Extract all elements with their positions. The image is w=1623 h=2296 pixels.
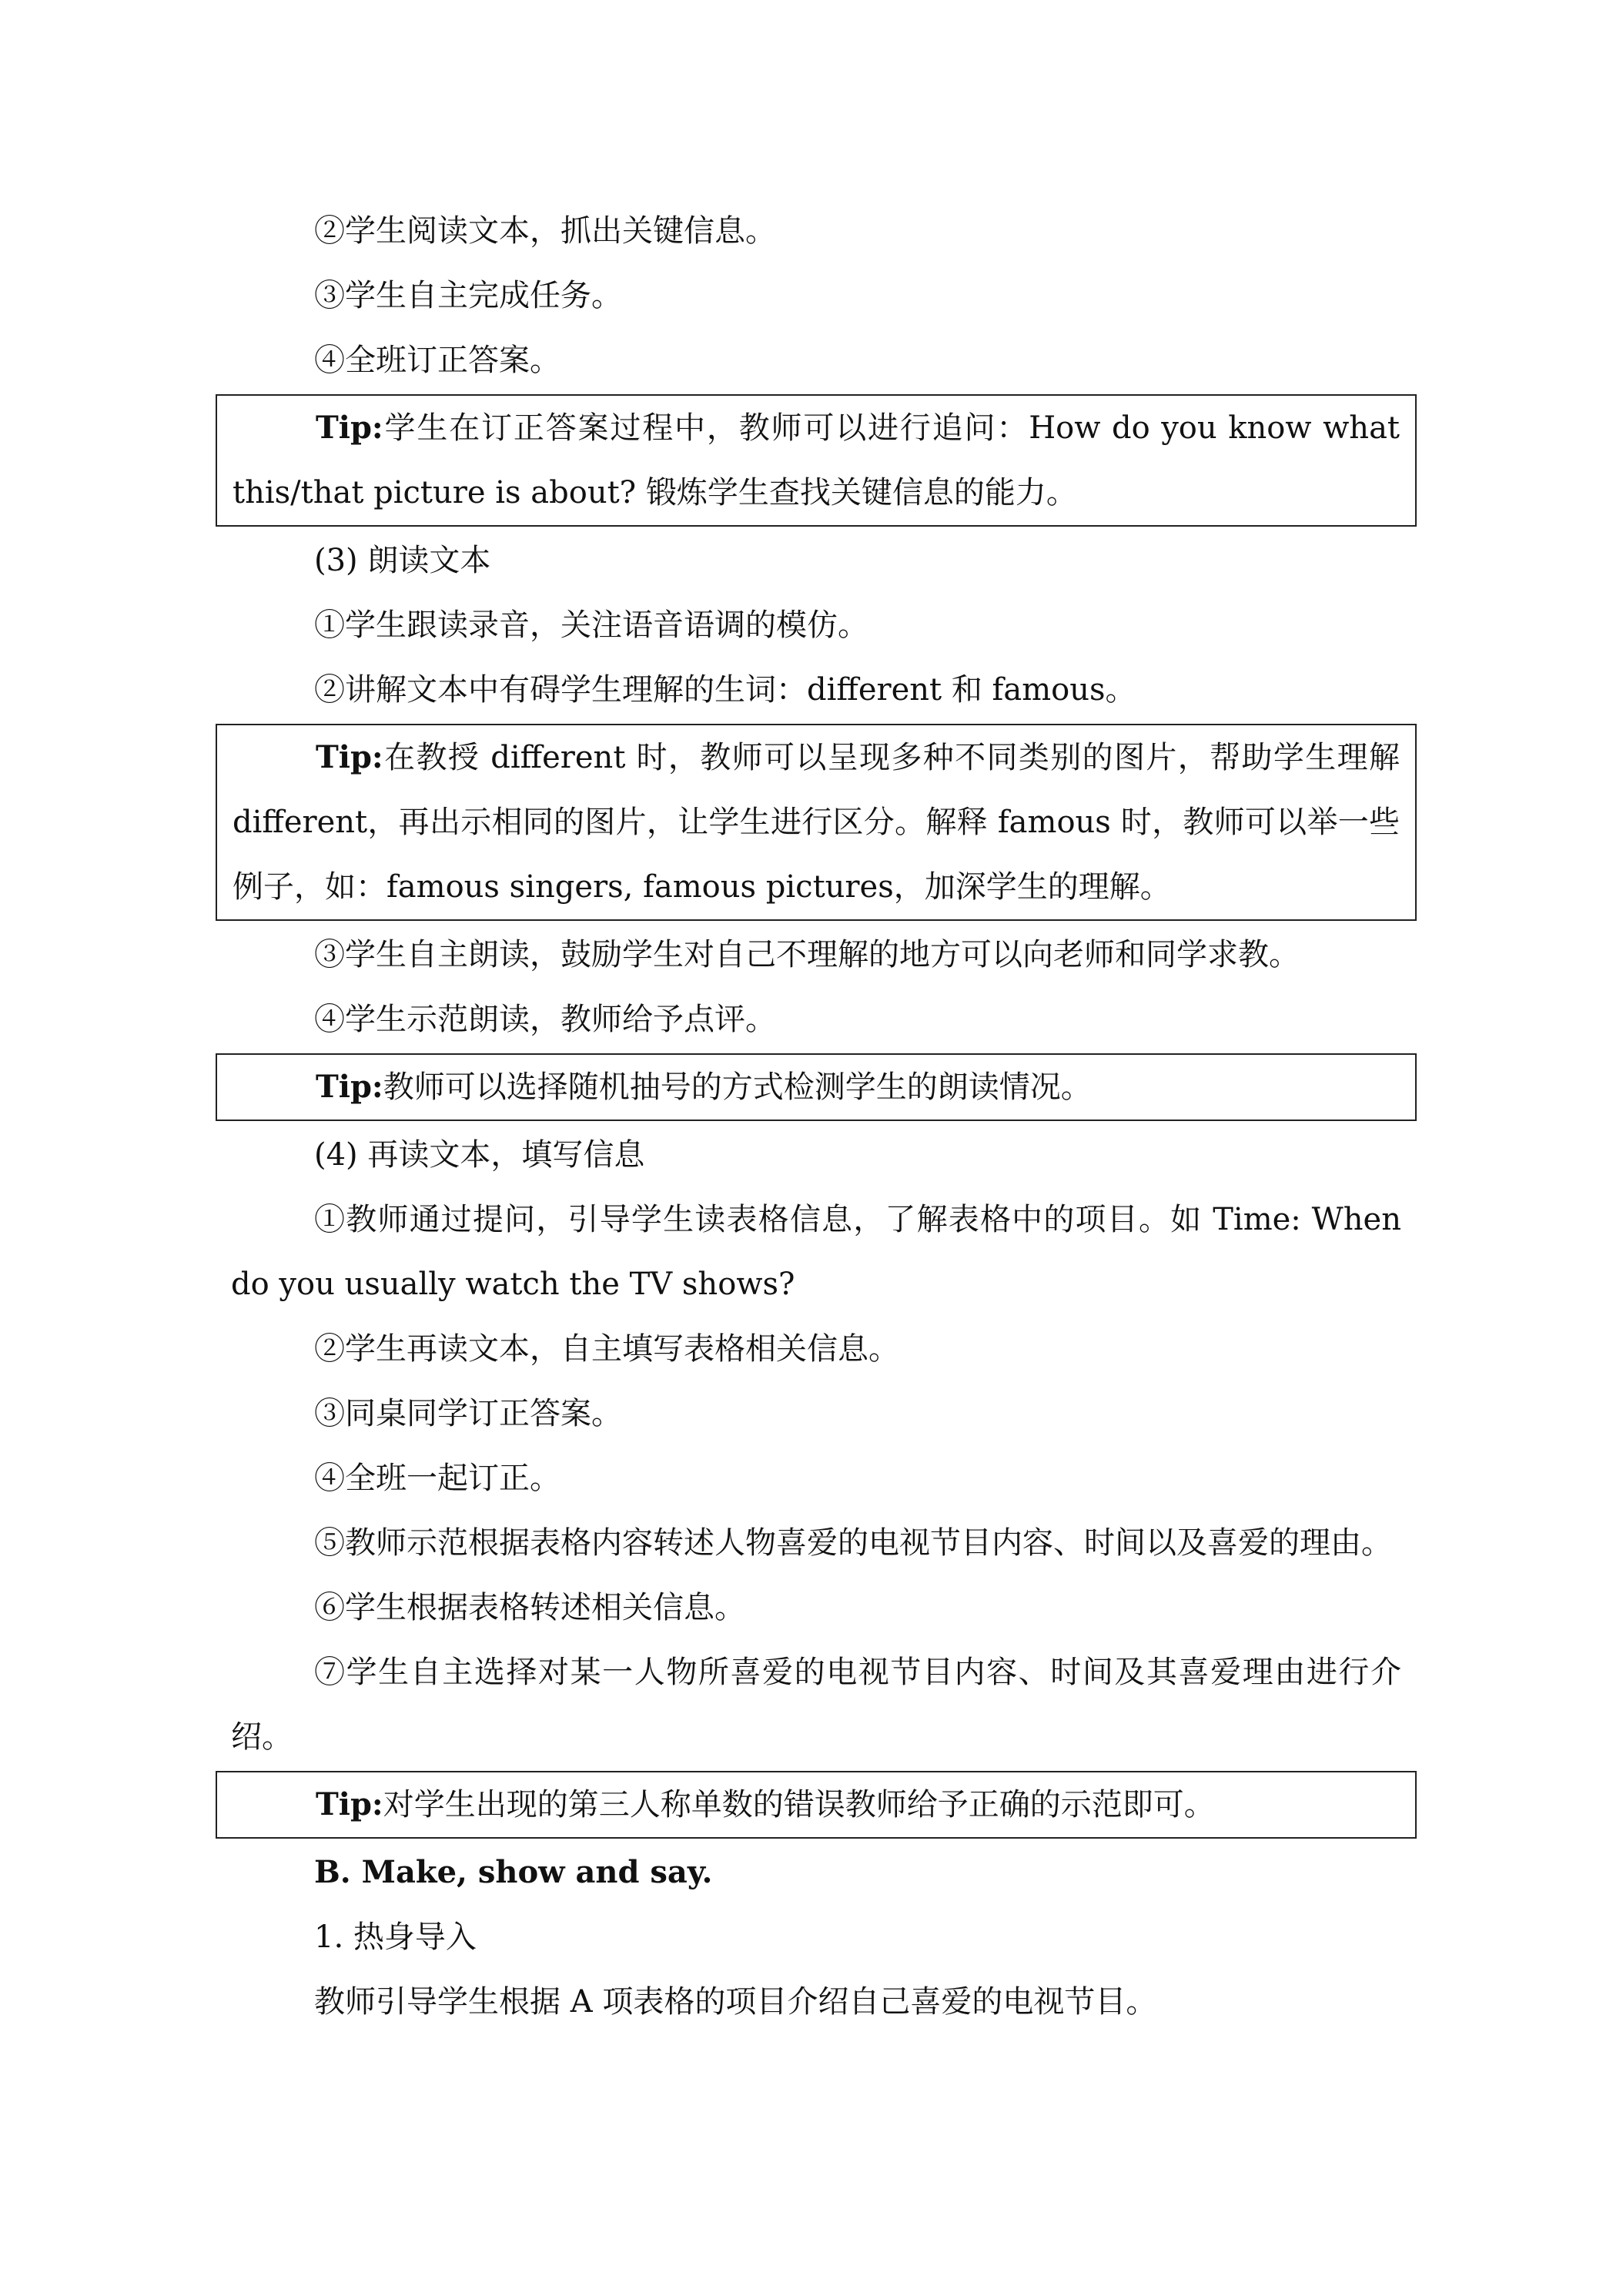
- sub-heading: 1. 热身导入: [314, 1919, 477, 1955]
- part-heading: B. Make, show and say.: [314, 1854, 713, 1890]
- tip-paragraph: [233, 1772, 1400, 1837]
- tip-box: [216, 1053, 1417, 1121]
- step-line: ⑥学生根据表格转述相关信息。: [314, 1590, 745, 1625]
- step-paragraph: ⑦学生自主选择对某一人物所喜爱的电视节目内容、时间及其喜爱理由进行介绍。: [231, 1655, 1401, 1755]
- tip-paragraph: [233, 1055, 1400, 1120]
- step-line: ②讲解文本中有碍学生理解的生词：different 和 famous。: [314, 672, 1136, 708]
- step-line: ①学生跟读录音，关注语音语调的模仿。: [314, 607, 868, 643]
- tip-text: 学生在订正答案过程中，教师可以进行追问：How do you know what this/that picture is about? 锻炼学生查找关键信息的能力。: [233, 410, 1400, 510]
- step-paragraph: ①教师通过提问，引导学生读表格信息，了解表格中的项目。如 Time: When do you usually watch the TV shows?: [231, 1202, 1401, 1302]
- tip-paragraph: [233, 725, 1400, 919]
- step-line: ②学生再读文本，自主填写表格相关信息。: [314, 1331, 899, 1367]
- step-line: ③学生自主朗读，鼓励学生对自己不理解的地方可以向老师和同学求教。: [314, 937, 1300, 972]
- step-line: ②学生阅读文本，抓出关键信息。: [314, 213, 776, 249]
- document-body: [231, 199, 1401, 2034]
- step-line: ④学生示范朗读，教师给予点评。: [314, 1002, 776, 1037]
- body-line: 教师引导学生根据 A 项表格的项目介绍自己喜爱的电视节目。: [314, 1984, 1157, 2020]
- tip-label: Tip:: [316, 410, 383, 446]
- step-paragraph: ⑤教师示范根据表格内容转述人物喜爱的电视节目内容、时间以及喜爱的理由。: [314, 1525, 1392, 1561]
- tip-box: [216, 394, 1417, 527]
- step-line: ④全班订正答案。: [314, 343, 561, 378]
- step-line: ④全班一起订正。: [314, 1461, 561, 1496]
- tip-text: 对学生出现的第三人称单数的错误教师给予正确的示范即可。: [383, 1787, 1215, 1822]
- tip-text: 教师可以选择随机抽号的方式检测学生的朗读情况。: [383, 1069, 1092, 1105]
- tip-box: [216, 1771, 1417, 1839]
- tip-box: [216, 724, 1417, 921]
- step-line: ③学生自主完成任务。: [314, 278, 622, 313]
- section-title: (4) 再读文本，填写信息: [314, 1137, 645, 1173]
- tip-label: Tip:: [316, 1069, 383, 1105]
- section-title: (3) 朗读文本: [314, 543, 491, 578]
- step-line: ③同桌同学订正答案。: [314, 1396, 622, 1431]
- tip-label: Tip:: [316, 1786, 383, 1822]
- tip-text: 在教授 different 时，教师可以呈现多种不同类别的图片，帮助学生理解 different，再出示相同的图片，让学生进行区分。解释 famous 时，教师可以举一些例子，如：famous singers, famous pictures，加深学生的理解。: [233, 740, 1400, 905]
- tip-label: Tip:: [316, 739, 383, 775]
- tip-paragraph: [233, 396, 1400, 525]
